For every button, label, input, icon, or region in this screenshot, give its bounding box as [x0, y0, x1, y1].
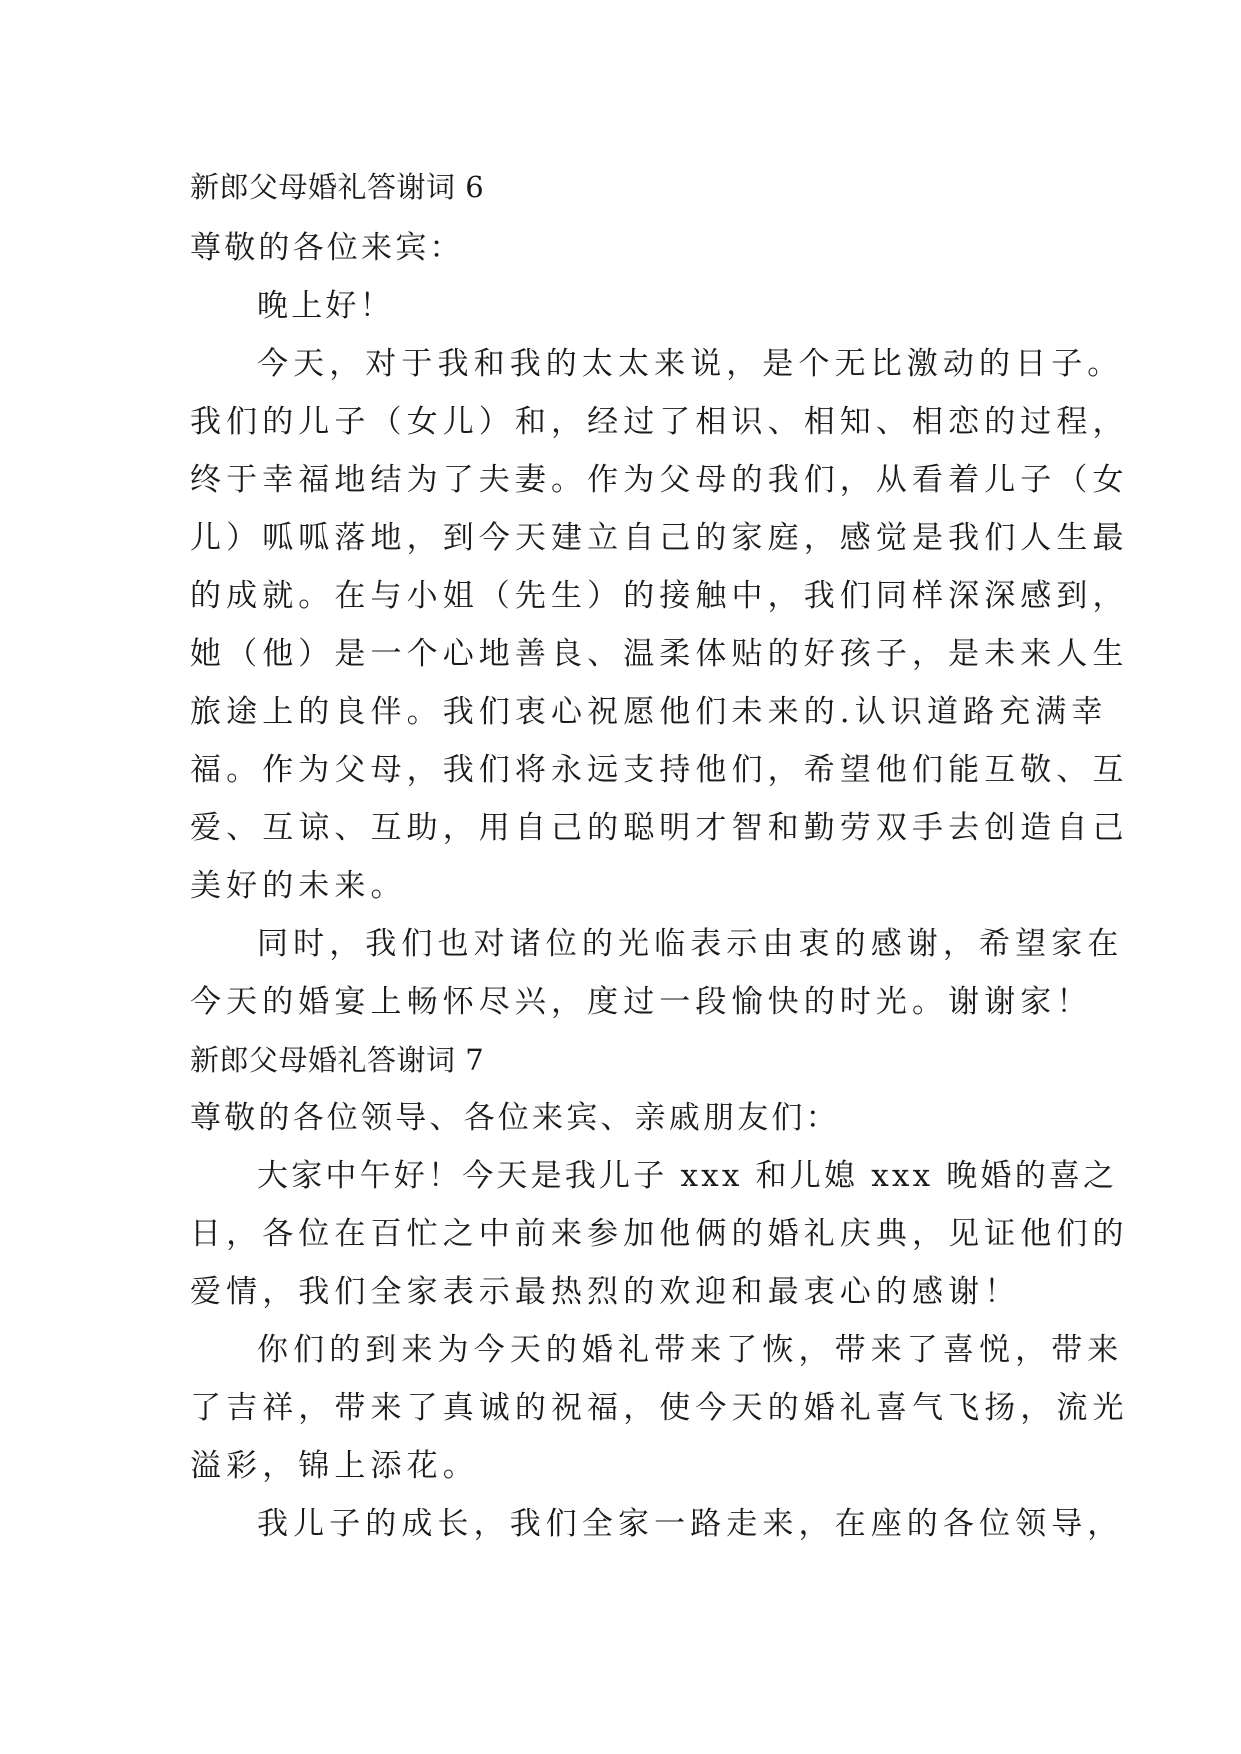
paragraph-line: 我们的儿子（女儿）和，经过了相识、相知、相恋的过程， — [190, 404, 1129, 440]
paragraph-line: 旅途上的良伴。我们衷心祝愿他们未来的.认识道路充满幸 — [190, 694, 1108, 730]
paragraph-line: 爱、互谅、互助，用自己的聪明才智和勤劳双手去创造自己 — [190, 810, 1129, 846]
paragraph-line: 的成就。在与小姐（先生）的接触中，我们同样深深感到， — [190, 578, 1129, 614]
paragraph-line: 了吉祥，带来了真诚的祝福，使今天的婚礼喜气飞扬，流光 — [190, 1390, 1129, 1426]
greeting-line: 晚上好！ — [257, 288, 394, 324]
paragraph-line: 终于幸福地结为了夫妻。作为父母的我们，从看着儿子（女 — [190, 462, 1129, 498]
paragraph-line: 你们的到来为今天的婚礼带来了恢，带来了喜悦，带来 — [257, 1332, 1124, 1368]
salutation-line: 尊敬的各位领导、各位来宾、亲戚朋友们： — [190, 1100, 840, 1136]
paragraph-line: 儿）呱呱落地，到今天建立自己的家庭，感觉是我们人生最 — [190, 520, 1129, 556]
paragraph-line: 大家中午好！今天是我儿子 xxx 和儿媳 xxx 晚婚的喜之 — [257, 1158, 1118, 1194]
paragraph-line: 福。作为父母，我们将永远支持他们，希望他们能互敬、互 — [190, 752, 1129, 788]
section-heading-6: 新郎父母婚礼答谢词 6 — [190, 170, 485, 204]
paragraph-line: 日，各位在百忙之中前来参加他俩的婚礼庆典，见证他们的 — [190, 1216, 1129, 1252]
paragraph-line: 溢彩，锦上添花。 — [190, 1448, 479, 1484]
section-heading-7: 新郎父母婚礼答谢词 7 — [190, 1043, 485, 1077]
paragraph-line: 今天，对于我和我的太太来说，是个无比激动的日子。 — [257, 346, 1124, 382]
paragraph-line: 爱情，我们全家表示最热烈的欢迎和最衷心的感谢！ — [190, 1274, 1021, 1310]
paragraph-line: 她（他）是一个心地善良、温柔体贴的好孩子，是未来人生 — [190, 636, 1129, 672]
paragraph-line: 美好的未来。 — [190, 868, 407, 904]
paragraph-line: 同时，我们也对诸位的光临表示由衷的感谢，希望家在 — [257, 926, 1124, 962]
paragraph-line: 我儿子的成长，我们全家一路走来，在座的各位领导， — [257, 1506, 1124, 1542]
paragraph-line: 今天的婚宴上畅怀尽兴，度过一段愉快的时光。谢谢家！ — [190, 984, 1093, 1020]
salutation-line: 尊敬的各位来宾： — [190, 230, 464, 266]
